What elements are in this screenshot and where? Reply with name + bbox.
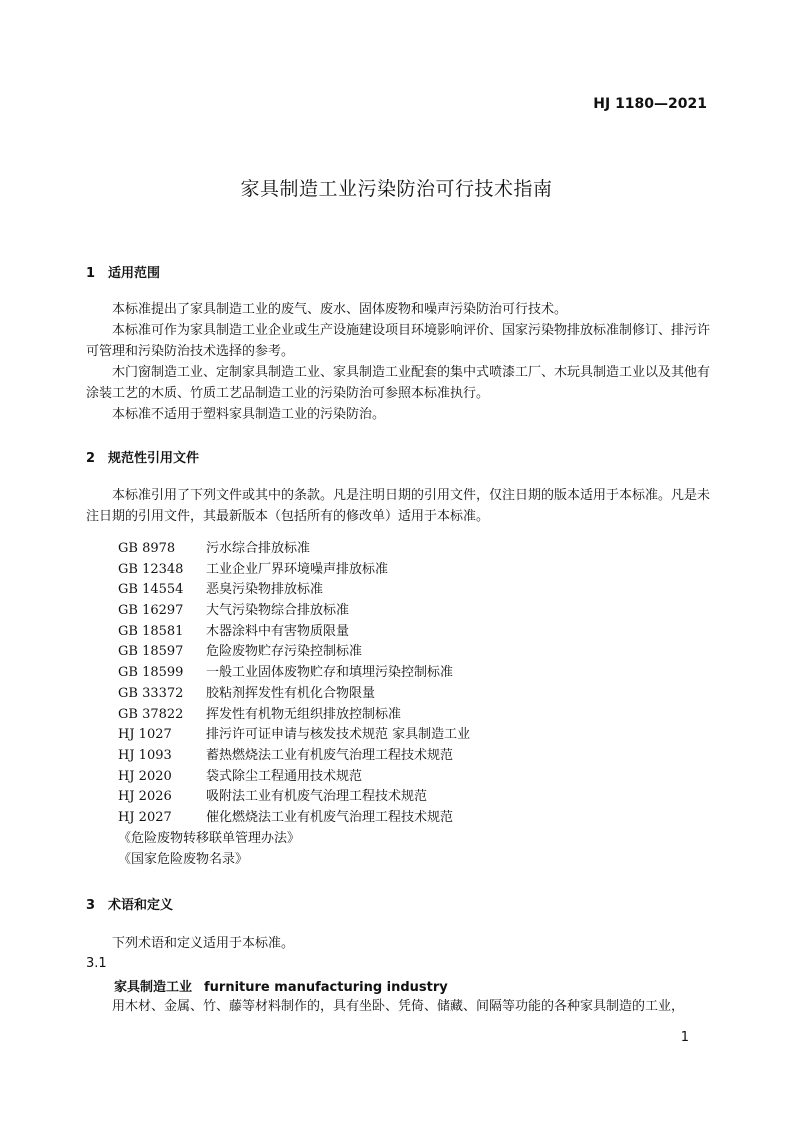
reference-name: 催化燃烧法工业有机废气治理工程技术规范 bbox=[206, 809, 454, 825]
reference-item bbox=[118, 539, 470, 560]
reference-code: GB 12348 bbox=[118, 561, 184, 577]
reference-code: HJ 2020 bbox=[118, 768, 172, 784]
section-number: 3 bbox=[86, 898, 96, 913]
section-number: 2 bbox=[86, 451, 96, 466]
reference-name: 吸附法工业有机废气治理工程技术规范 bbox=[206, 789, 428, 805]
reference-code: GB 16297 bbox=[118, 603, 184, 619]
reference-code: GB 33372 bbox=[118, 685, 184, 701]
reference-item bbox=[118, 560, 470, 581]
section-title: 规范性引用文件 bbox=[108, 451, 200, 466]
reference-name: 危险废物贮存污染控制标准 bbox=[206, 644, 363, 660]
reference-name: 污水综合排放标准 bbox=[206, 541, 311, 556]
reference-item bbox=[118, 808, 470, 829]
reference-item bbox=[118, 705, 470, 726]
page-number: 1 bbox=[680, 1030, 689, 1045]
paragraph: 本标准提出了家具制造工业的废气、废水、固体废物和噪声污染防治可行技术。 bbox=[112, 302, 568, 317]
standard-number: HJ 1180—2021 bbox=[593, 96, 707, 112]
reference-code: GB 14554 bbox=[118, 582, 184, 598]
reference-item bbox=[118, 580, 470, 601]
reference-name: 蓄热燃烧法工业有机废气治理工程技术规范 bbox=[206, 747, 454, 763]
reference-code: GB 37822 bbox=[118, 706, 184, 722]
reference-list bbox=[118, 539, 470, 829]
term-title bbox=[114, 976, 448, 995]
section-3-heading bbox=[86, 894, 173, 913]
reference-item bbox=[118, 684, 470, 705]
reference-name: 排污许可证申请与核发技术规范 家具制造工业 bbox=[206, 727, 471, 743]
term-definition: 用木材、金属、竹、藤等材料制作的，具有坐卧、凭倚、储藏、间隔等功能的各种家具制造的工业， bbox=[112, 999, 685, 1014]
document-item: 《危险废物转移联单管理办法》 bbox=[118, 831, 301, 846]
reference-name: 一般工业固体废物贮存和填埋污染控制标准 bbox=[206, 665, 454, 681]
section-1-heading bbox=[86, 262, 160, 281]
reference-item bbox=[118, 601, 470, 622]
reference-item bbox=[118, 622, 470, 643]
section-title: 术语和定义 bbox=[108, 898, 174, 913]
reference-code: HJ 1027 bbox=[118, 727, 172, 743]
paragraph: 木门窗制造工业、定制家具制造工业、家具制造工业配套的集中式喷漆工厂、木玩具制造工业以及其他有涂装工艺的木质、竹质工艺品制造工业的污染防治可参照本标准执行。 bbox=[86, 365, 711, 401]
reference-name: 恶臭污染物排放标准 bbox=[206, 582, 324, 598]
reference-name: 袋式除尘工程通用技术规范 bbox=[206, 768, 363, 784]
section-number: 1 bbox=[86, 266, 96, 281]
reference-name: 挥发性有机物无组织排放控制标准 bbox=[206, 706, 402, 722]
reference-item bbox=[118, 787, 470, 808]
reference-name: 工业企业厂界环境噪声排放标准 bbox=[206, 561, 389, 577]
section-title: 适用范围 bbox=[108, 266, 161, 281]
term-english: furniture manufacturing industry bbox=[204, 980, 448, 995]
reference-item bbox=[118, 663, 470, 684]
reference-name: 大气污染物综合排放标准 bbox=[206, 603, 350, 619]
reference-name: 木器涂料中有害物质限量 bbox=[206, 623, 350, 639]
document-list bbox=[118, 828, 300, 870]
reference-code: HJ 1093 bbox=[118, 747, 172, 763]
reference-name: 胶粘剂挥发性有机化合物限量 bbox=[206, 685, 376, 701]
reference-code: HJ 2026 bbox=[118, 789, 172, 805]
document-item: 《国家危险废物名录》 bbox=[118, 852, 249, 867]
term-chinese: 家具制造工业 bbox=[114, 980, 193, 995]
reference-code: GB 8978 bbox=[118, 541, 176, 556]
reference-item bbox=[118, 725, 470, 746]
reference-code: HJ 2027 bbox=[118, 809, 172, 825]
paragraph: 本标准可作为家具制造工业企业或生产设施建设项目环境影响评价、国家污染物排放标准制修订、排污许可管理和污染防治技术选择的参考。 bbox=[86, 323, 711, 359]
document-title: 家具制造工业污染防治可行技术指南 bbox=[240, 178, 553, 200]
reference-item bbox=[118, 642, 470, 663]
reference-item bbox=[118, 746, 470, 767]
reference-item bbox=[118, 767, 470, 788]
paragraph: 本标准引用了下列文件或其中的条款。凡是注明日期的引用文件，仅注日期的版本适用于本标准。凡是未注日期的引用文件，其最新版本（包括所有的修改单）适用于本标准。 bbox=[86, 488, 711, 524]
reference-code: GB 18581 bbox=[118, 623, 184, 639]
section-2-heading bbox=[86, 447, 199, 466]
paragraph: 下列术语和定义适用于本标准。 bbox=[112, 936, 295, 951]
reference-code: GB 18597 bbox=[118, 644, 184, 660]
paragraph: 本标准不适用于塑料家具制造工业的污染防治。 bbox=[112, 407, 386, 422]
term-number: 3.1 bbox=[86, 956, 107, 971]
reference-code: GB 18599 bbox=[118, 665, 184, 681]
